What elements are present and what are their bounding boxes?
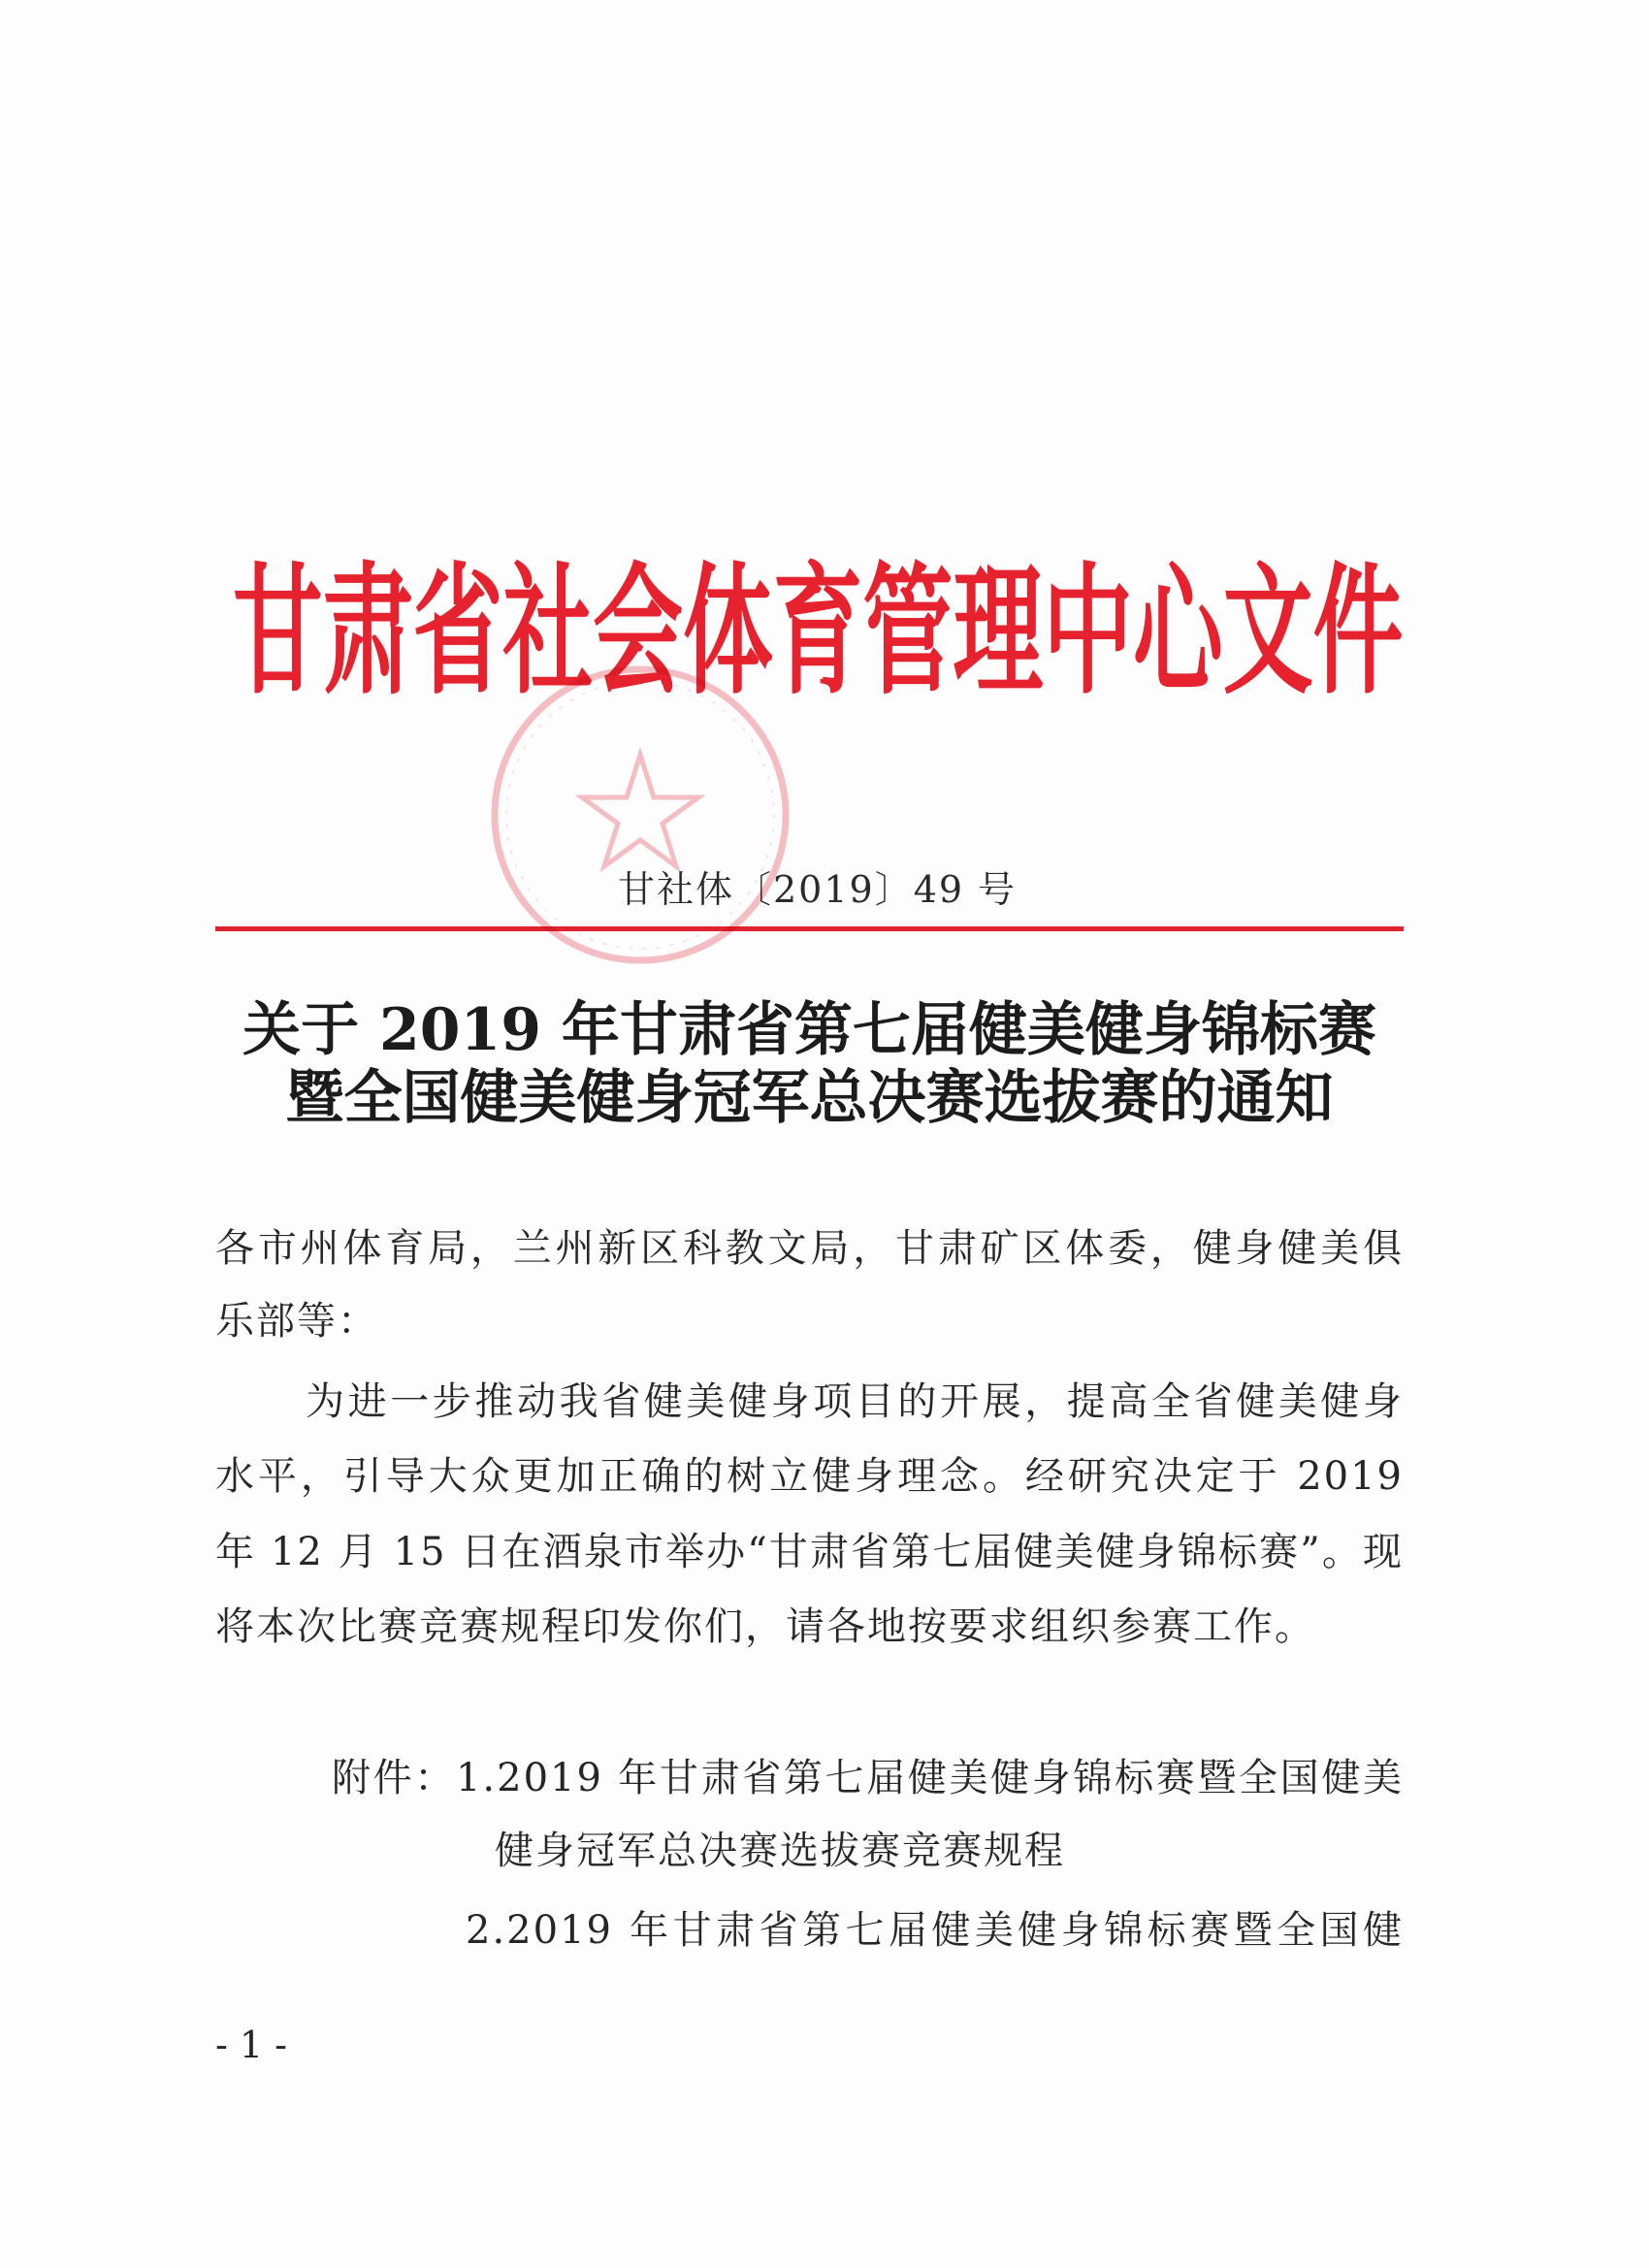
red-divider-line bbox=[215, 926, 1404, 931]
notice-title-line-2: 暨全国健美健身冠军总决赛选拔赛的通知 bbox=[285, 1064, 1334, 1132]
paragraph-line-1: 为进一步推动我省健美健身项目的开展，提高全省健美健身 bbox=[306, 1379, 1404, 1424]
issuing-authority-title: 甘肃省社会体育管理中心文件 bbox=[233, 549, 1404, 714]
document-number: 甘社体〔2019〕49 号 bbox=[618, 868, 1018, 911]
paragraph-line-3: 年 12 月 15 日在酒泉市举办“甘肃省第七届健美健身锦标赛”。现 bbox=[215, 1530, 1404, 1574]
paragraph-line-4: 将本次比赛竞赛规程印发你们，请各地按要求组织参赛工作。 bbox=[215, 1604, 1315, 1649]
notice-title-line-1: 关于 2019 年甘肃省第七届健美健身锦标赛 bbox=[242, 996, 1376, 1064]
attachment-line-2: 健身冠军总决赛选拔赛竞赛规程 bbox=[495, 1829, 1065, 1873]
document-header bbox=[233, 549, 1408, 714]
salutation-line-2: 乐部等： bbox=[215, 1299, 378, 1344]
paragraph-line-2: 水平，引导大众更加正确的树立健身理念。经研究决定于 2019 bbox=[215, 1454, 1404, 1499]
page-number: - 1 - bbox=[215, 2024, 288, 2066]
attachment-line-3: 2.2019 年甘肃省第七届健美健身锦标赛暨全国健 bbox=[466, 1908, 1404, 1953]
attachment-line-1: 附件：1.2019 年甘肃省第七届健美健身锦标赛暨全国健美 bbox=[332, 1756, 1404, 1800]
salutation-line-1: 各市州体育局，兰州新区科教文局，甘肃矿区体委，健身健美俱 bbox=[215, 1226, 1404, 1271]
